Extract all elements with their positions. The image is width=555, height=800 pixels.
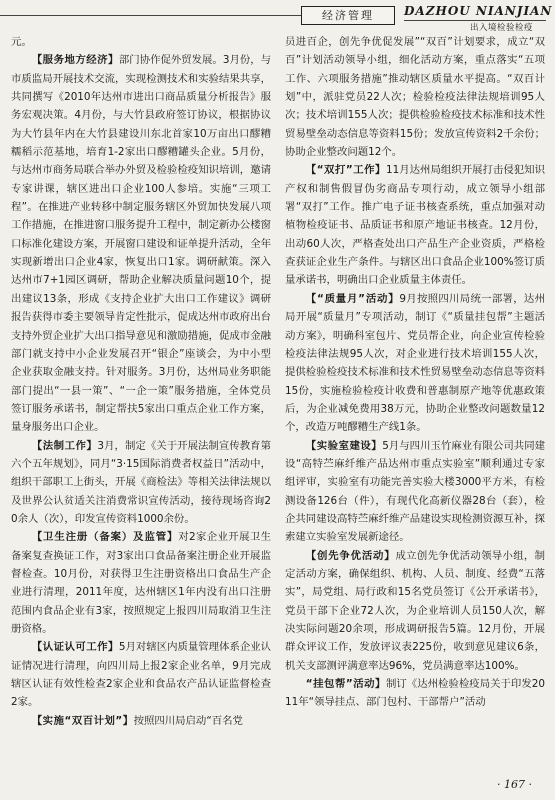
paragraph (285, 547, 545, 675)
paragraph-heading: 【实验室建设】 (305, 439, 383, 452)
paragraph-heading: 【实施“双百计划”】 (31, 714, 134, 727)
paragraph (285, 161, 545, 289)
paragraph (11, 528, 271, 638)
paragraph (11, 437, 271, 529)
paragraph-heading: 【认证认可工作】 (31, 641, 119, 654)
header-rule-left (0, 15, 301, 16)
paragraph (285, 33, 545, 161)
paragraph-heading: 【创先争优活动】 (305, 549, 396, 562)
paragraph-text: 9月按照四川局统一部署，达州局开展“质量月”专项活动，制订《“质量挂包帮”主题活动方案》，明确科室包片、党员帮企业，向企业宣传检验检疫法律法规95人次，对企业进行技术培训155人次，提供检验检疫技术标准和技术性贸易壁垒动态信息等资料15份，实施检验检疫计收费和普惠制原产地等优惠政策后，为企业减免费用38万元，协助企业整改问题数量12个，改造万吨醪糟生产线1条。 (285, 292, 545, 434)
paragraph (285, 437, 545, 547)
paragraph-text: 元。 (11, 36, 32, 48)
paragraph-heading: 【服务地方经济】 (31, 54, 119, 67)
paragraph (11, 638, 271, 711)
paragraph-text: 部门协作促外贸发展。3月份，与市质监局开展技术交流，实现检测技术和实验结果共享，共同撰写《2010年达州市进出口商品质量分析报告》服务宏观决策。4月份，与大竹县政府签订协议，根据协议为大竹县年内在大竹县建设川东北首家10万亩出口醪糟糯稻示范基地，培育1-2家出口醪糟罐头企业。5月份，与达州市商务局联合举办外贸及检验检疫知识培训，邀请专家讲课，辖区进出口企业100人参培。实施“三项工程”。在推进产业转移中制定服务辖区外贸加快发展八项工作措施，在推进窗口服务提升工程中，制定新办公楼窗口标准化建设方案，开展窗口建设和证单提升活动，全年实现新增出口企业4家，恢复出口1家。调研献策。深入达州市7+1园区调研，帮助企业解决质量问题10个，提出建议13条，形成《支持企业扩大出口工作建议》调研报告获得市委主要领导肯定性批示，促成达州市政府出台支持外贸企业扩大出口指导意见和激励措施，促成市金融部门就支持中小企业发展召开“银企”座谈会，为中小型企业获取金融支持。针对服务。3月份，达州局业务职能部门提出“一县一策”、“一企一策”服务措施，全体党员签订服务承诺书，制定帮扶5家出口重点企业工作方案，量身服务出口企业。 (11, 54, 271, 434)
left-column (11, 33, 271, 730)
paragraph-heading: “挂包帮”活动】 (305, 678, 386, 691)
paragraph (11, 33, 271, 51)
paragraph-text: 3月，制定《关于开展法制宣传教育第六个五年规划》，同月“3·15国际消费者权益日”活动中，组织干部职工上街头，开展《商检法》等相关法律法规以及世界公认贫适关注消费常识宣传活动，接待现场咨询20余人（次），印发宣传资料1000余份。 (11, 439, 272, 525)
paragraph-text: 制订《达州检验检疫局关于印发2011年“领导挂点、部门包村、干部帮户”活动 (285, 678, 545, 709)
journal-name: DAZHOU NIANJIAN (404, 4, 553, 18)
paragraph-heading: 【“双打”工作】 (305, 164, 386, 177)
paragraph-text: 5月与四川玉竹麻业有限公司共同建设“高特苎麻纤维产品达州市重点实验室”顺利通过专家组评审，实验室有功能完善实验大楼3000平方米，有检测设备126台（件），有现代化高新仪器28台（套），检企共同建设高特苎麻纤维产品建设实现检测资源互补，探索建立实验室发展新途径。 (285, 439, 546, 544)
subsection-title: 出入境检验检疫 (470, 23, 534, 33)
page-number: · 167 · (497, 778, 532, 791)
paragraph-text: 成立创先争优活动领导小组，制定活动方案，确保组织、机构、人员、制度、经费“五落实”，局党组、局行政和15名党员签订《公开承诺书》，党员干部下企业72人次，为企业培训人员150人次，解决实际问题20余项，形成调研报告5篇。12月份，开展群众评议工作，发放评议表225份，收到意见建议6条，机关支部测评满意率达96%，党员满意率达100%。 (285, 549, 546, 672)
paragraph-text: 11月达州局组织开展打击侵犯知识产权和制售假冒伪劣商品专项行动，成立领导小组部署“双打”工作。推广电子证书核查系统，重点加强对动植物检疫证书、品质证书和原产地证书核查。12月份，出动60人次，严格查处出口产品生产企业资质，严格检查获证企业生产条件。与辖区出口食品企业100%签订质量承诺书，明确出口企业质量主体责任。 (285, 164, 545, 287)
paragraph-heading: 【“质量月”活动】 (305, 292, 400, 305)
paragraph (11, 712, 271, 730)
paragraph (285, 290, 545, 437)
page-header (0, 0, 555, 33)
paragraph-heading: 【法制工作】 (31, 439, 98, 452)
paragraph-text: 员进百企，创先争优促发展”“双百”计划要求，成立“双百”计划活动领导小组，细化活动方案，重点落实“五项工作、六项服务措施”推动辖区质量水平提高。“双百计划”中，派驻党员22人次；检验检疫法律法规培训95人次；技术培训155人次；提供检验检疫技术标准和技术性贸易壁垒动态信息等资料15份；发放宣传资料2千余份；协助企业整改问题12个。 (285, 36, 545, 159)
paragraph (285, 675, 545, 712)
paragraph-text: 5月对辖区内质量管理体系企业认证情况进行清理，向四川局上报2家企业名单，9月完成辖区认证有效性检查2家企业和食品农产品认证监督检查2家。 (11, 641, 271, 709)
paragraph-text: 按照四川局启动“百名党 (133, 714, 243, 727)
section-title: 经济管理 (301, 6, 395, 25)
paragraph (11, 51, 271, 436)
paragraph-heading: 【卫生注册（备案）及监管】 (31, 531, 179, 544)
right-column (285, 33, 545, 712)
paragraph-text: 对2家企业开展卫生备案复查换证工作，对3家出口食品备案注册企业开展监督检查。10月份，对获得卫生注册资格出口食品生产企业进行清理，2011年度，达州辖区1年内没有出口注册范围内食品企业有3家，按照规定上报四川局取消卫生注册资格。 (11, 531, 271, 635)
